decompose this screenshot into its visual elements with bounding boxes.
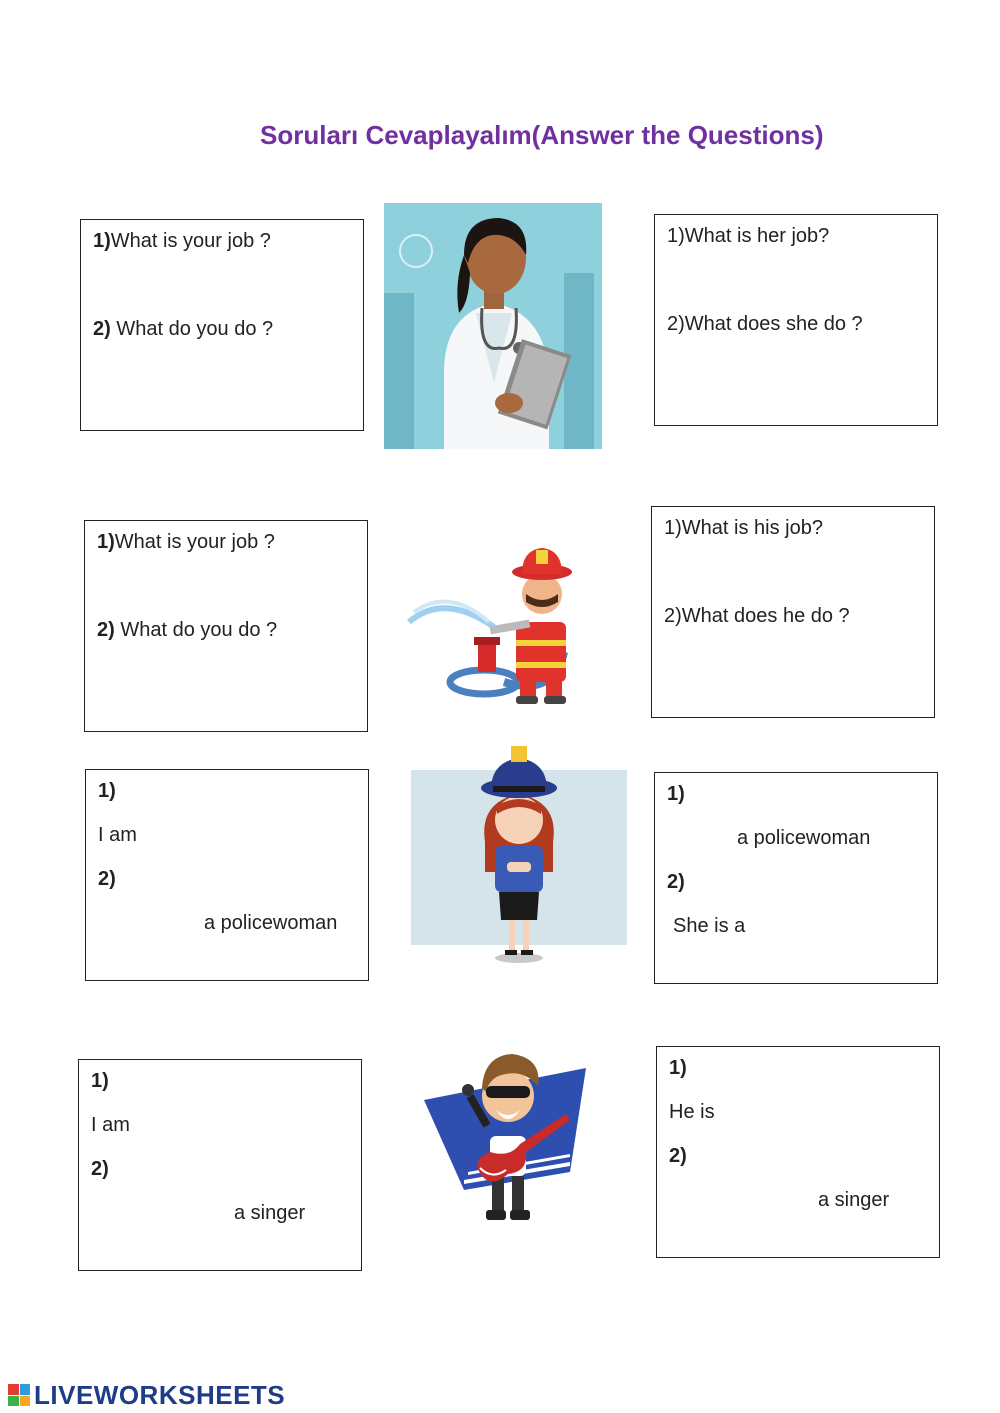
answer-number: 1) xyxy=(98,780,116,802)
answer-number: 1) xyxy=(91,1070,109,1092)
question-number: 2) xyxy=(93,318,111,340)
answer-prompt: He is xyxy=(669,1101,715,1123)
question-text: What do you do ? xyxy=(114,619,278,641)
answer-box[interactable] xyxy=(78,1059,362,1271)
answer-number: 1) xyxy=(667,783,685,805)
answer-prompt: She is a xyxy=(673,915,746,937)
question-text: 2)What does she do ? xyxy=(667,313,863,335)
question-text: 2)What does he do ? xyxy=(664,605,850,627)
policewoman-illustration xyxy=(411,742,627,966)
question-text: What is your job ? xyxy=(114,531,275,553)
answer-box[interactable] xyxy=(656,1046,940,1258)
answer-prompt: I am xyxy=(91,1114,130,1136)
footer-brand-text: LIVEWORKSHEETS xyxy=(34,1379,286,1410)
answer-box[interactable] xyxy=(84,520,368,732)
policewoman-image xyxy=(411,742,627,966)
firefighter-image xyxy=(404,532,594,712)
answer-number: 2) xyxy=(91,1158,109,1180)
firefighter-illustration xyxy=(404,532,594,712)
singer-image xyxy=(420,1040,592,1224)
answer-prompt: a policewoman xyxy=(737,827,871,849)
question-number: 1) xyxy=(97,531,115,553)
answer-number: 2) xyxy=(667,871,685,893)
footer-brand[interactable] xyxy=(8,1380,285,1410)
answer-prompt: a singer xyxy=(818,1189,890,1211)
answer-box[interactable] xyxy=(654,772,938,984)
question-text: 1)What is his job? xyxy=(664,517,823,539)
answer-number: 1) xyxy=(669,1057,687,1079)
question-text: 1)What is her job? xyxy=(667,225,830,247)
answer-box[interactable] xyxy=(80,219,364,431)
answer-box[interactable] xyxy=(85,769,369,981)
singer-illustration xyxy=(420,1040,592,1224)
question-number: 2) xyxy=(97,619,115,641)
question-text: What is your job ? xyxy=(110,230,271,252)
answer-prompt: a singer xyxy=(234,1202,306,1224)
page-title: Soruları Cevaplayalım(Answer the Questions) xyxy=(260,120,824,150)
answer-box[interactable] xyxy=(654,214,938,426)
answer-box[interactable] xyxy=(651,506,935,718)
answer-number: 2) xyxy=(669,1145,687,1167)
doctor-image xyxy=(384,203,602,449)
doctor-illustration xyxy=(384,203,602,449)
liveworksheets-logo-icon xyxy=(8,1384,30,1406)
answer-prompt: I am xyxy=(98,824,137,846)
answer-prompt: a policewoman xyxy=(204,912,338,934)
question-text: What do you do ? xyxy=(110,318,274,340)
question-number: 1) xyxy=(93,230,111,252)
answer-number: 2) xyxy=(98,868,116,890)
